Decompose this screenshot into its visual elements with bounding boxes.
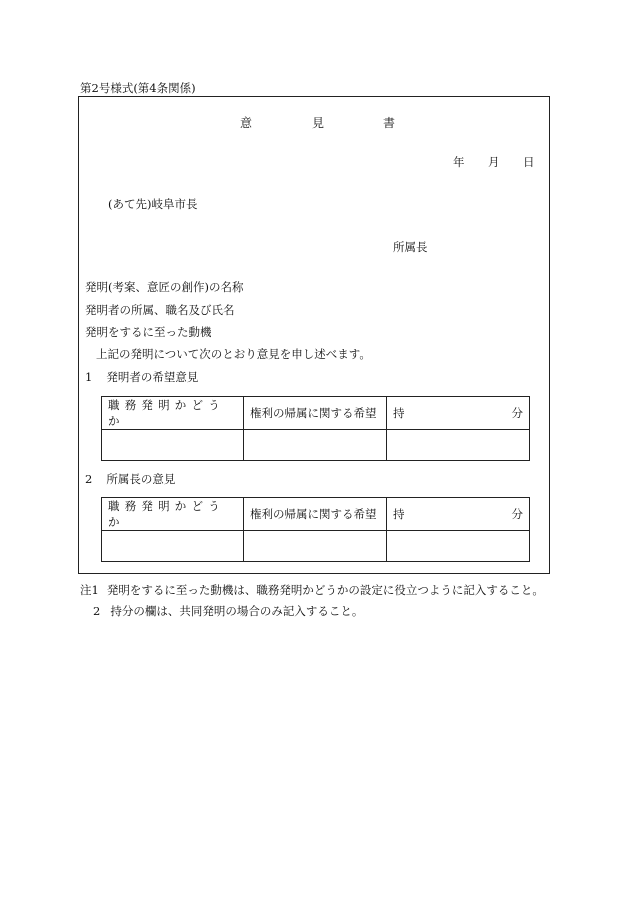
table-input-row — [102, 430, 530, 461]
field-inventor-info: 発明者の所属、職名及び氏名 — [85, 303, 235, 317]
header-rights-wish: 権利の帰属に関する希望 — [244, 397, 387, 430]
date-day-label: 日 — [523, 155, 535, 169]
title-char-3: 書 — [383, 116, 396, 130]
note-1 — [80, 582, 544, 598]
date-month-label: 月 — [488, 155, 500, 169]
header-duty-invention: 職務発明かどうか — [102, 397, 244, 430]
share-cell[interactable] — [387, 531, 530, 562]
table-input-row — [102, 531, 530, 562]
header-share: 持 分 — [387, 397, 530, 430]
inventor-opinion-table — [101, 396, 530, 461]
header-share: 持 分 — [387, 498, 530, 531]
statement: 上記の発明について次のとおり意見を申し述べます。 — [96, 347, 371, 361]
section-2-heading — [85, 471, 175, 487]
share-cell[interactable] — [387, 430, 530, 461]
duty-invention-cell[interactable] — [102, 430, 244, 461]
note-2 — [93, 603, 363, 619]
note-2-text: 持分の欄は、共同発明の場合のみ記入すること。 — [110, 604, 364, 618]
rights-wish-cell[interactable] — [244, 531, 387, 562]
table-header-row — [102, 397, 530, 430]
section-2-number: 2 — [85, 472, 93, 486]
date-year-label: 年 — [453, 155, 465, 169]
form-number: 第2号様式(第4条関係) — [80, 81, 196, 95]
addressee: (あて先)岐阜市長 — [108, 197, 198, 211]
head-opinion-table — [101, 497, 530, 562]
department-head-label: 所属長 — [393, 240, 428, 254]
section-1-label: 発明者の希望意見 — [106, 370, 199, 384]
note-1-prefix: 注1 — [80, 583, 99, 597]
field-motivation: 発明をするに至った動機 — [85, 325, 212, 339]
note-2-prefix: 2 — [93, 604, 101, 618]
section-1-number: 1 — [85, 370, 93, 384]
table-header-row — [102, 498, 530, 531]
field-invention-name: 発明(考案、意匠の創作)の名称 — [85, 280, 244, 294]
header-rights-wish: 権利の帰属に関する希望 — [244, 498, 387, 531]
rights-wish-cell[interactable] — [244, 430, 387, 461]
section-1-heading — [85, 369, 198, 385]
title-char-1: 意 — [240, 116, 253, 130]
duty-invention-cell[interactable] — [102, 531, 244, 562]
title-char-2: 見 — [312, 116, 325, 130]
note-1-text: 発明をするに至った動機は、職務発明かどうかの設定に役立つように記入すること。 — [106, 583, 544, 597]
header-duty-invention: 職務発明かどうか — [102, 498, 244, 531]
section-2-label: 所属長の意見 — [106, 472, 176, 486]
